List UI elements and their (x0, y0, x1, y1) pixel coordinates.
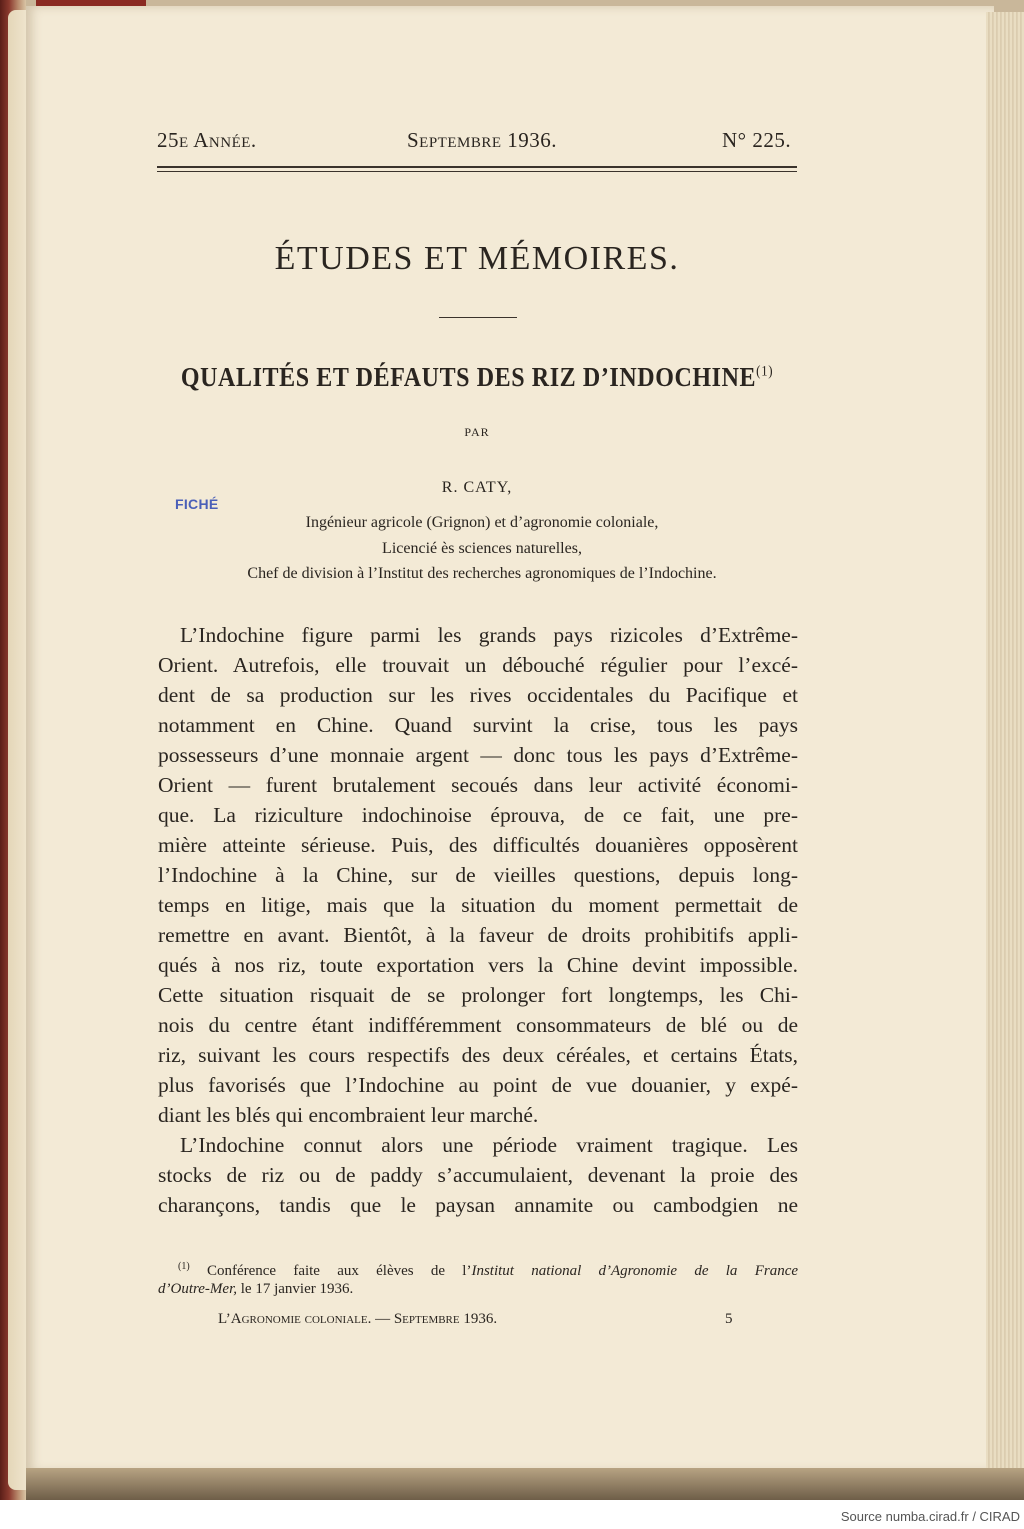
body-line: Orient. Autrefois, elle trouvait un débouché régulier pour l’excé- (158, 653, 798, 677)
author-affiliation: Licencié ès sciences naturelles, (382, 540, 582, 557)
header-year: 25e Année. (157, 128, 257, 152)
body-line: que. La riziculture indochinoise éprouva, de ce fait, une pre- (158, 803, 798, 827)
article-title (157, 362, 797, 394)
section-title: ÉTUDES ET MÉMOIRES. (274, 240, 680, 277)
footnote-marker: (1) (178, 1261, 190, 1272)
author-name: R. CATY, (441, 479, 513, 496)
body-line: L’Indochine connut alors une période vraiment tragique. Les (180, 1133, 798, 1157)
body-line: temps en litige, mais que la situation du moment permettait de (158, 893, 798, 917)
body-line: Orient — furent brutalement secoués dans leur activité économi- (158, 773, 798, 797)
title-footnote-ref: (1) (756, 361, 774, 380)
footnote-text: Conférence faite aux élèves de l’ (206, 1263, 472, 1279)
by-line: PAR (464, 425, 490, 439)
footnote-italic: Institut national d’Agronomie de la France (471, 1263, 799, 1279)
body-line: Cette situation risquait de se prolonger fort longtemps, les Chi- (158, 983, 798, 1007)
article-title-text: QUALITÉS ET DÉFAUTS DES RIZ D’INDOCHINE (180, 363, 757, 393)
footer-journal: L’Agronomie coloniale. — Septembre 1936. (218, 1311, 498, 1327)
body-line: possesseurs d’une monnaie argent — donc tous les pays d’Extrême- (158, 743, 798, 767)
author-affiliation: Chef de division à l’Institut des recherches agronomiques de l’Indochine. (247, 565, 717, 582)
body-line: plus favorisés que l’Indochine au point de vue douanier, y expé- (158, 1073, 798, 1097)
body-line: L’Indochine figure parmi les grands pays rizicoles d’Extrême- (180, 623, 798, 647)
header-rule-thin (157, 171, 797, 172)
section-divider (439, 317, 517, 318)
body-line: stocks de riz ou de paddy s’accumulaient, devenant la proie des (158, 1163, 798, 1187)
body-line: diant les blés qui encombraient leur marché. (158, 1103, 539, 1127)
page-number: 5 (725, 1311, 733, 1327)
body-line: dent de sa production sur les rives occidentales du Pacifique et (158, 683, 798, 707)
body-line: nois du centre étant indifféremment consommateurs de blé ou de (158, 1013, 798, 1037)
header-issue-number: N° 225. (722, 128, 792, 152)
body-line: notamment en Chine. Quand survint la crise, tous les pays (158, 713, 798, 737)
footnote-line (158, 1278, 798, 1300)
fiche-stamp: FICHÉ (175, 496, 219, 512)
header-date: Septembre 1936. (407, 128, 558, 152)
body-line: mière atteinte sérieuse. Puis, des difficultés douanières opposèrent (158, 833, 798, 857)
header-rule-thick (157, 166, 797, 168)
footnote-italic: d’Outre-Mer, (158, 1281, 238, 1297)
body-line: l’Indochine à la Chine, sur de vieilles questions, depuis long- (158, 863, 798, 887)
footnote-text: le 17 janvier 1936. (237, 1281, 354, 1297)
author-affiliation: Ingénieur agricole (Grignon) et d’agronomie coloniale, (305, 514, 659, 531)
body-line: qués à nos riz, toute exportation vers la Chine devint impossible. (158, 953, 798, 977)
body-line: charançons, tandis que le paysan annamite ou cambodgien ne (158, 1193, 798, 1217)
body-line: remettre en avant. Bientôt, à la faveur de droits prohibitifs appli- (158, 923, 798, 947)
source-credit: Source numba.cirad.fr / CIRAD (840, 1509, 1020, 1524)
body-line: riz, suivant les cours respectifs des deux céréales, et certains États, (158, 1043, 798, 1067)
